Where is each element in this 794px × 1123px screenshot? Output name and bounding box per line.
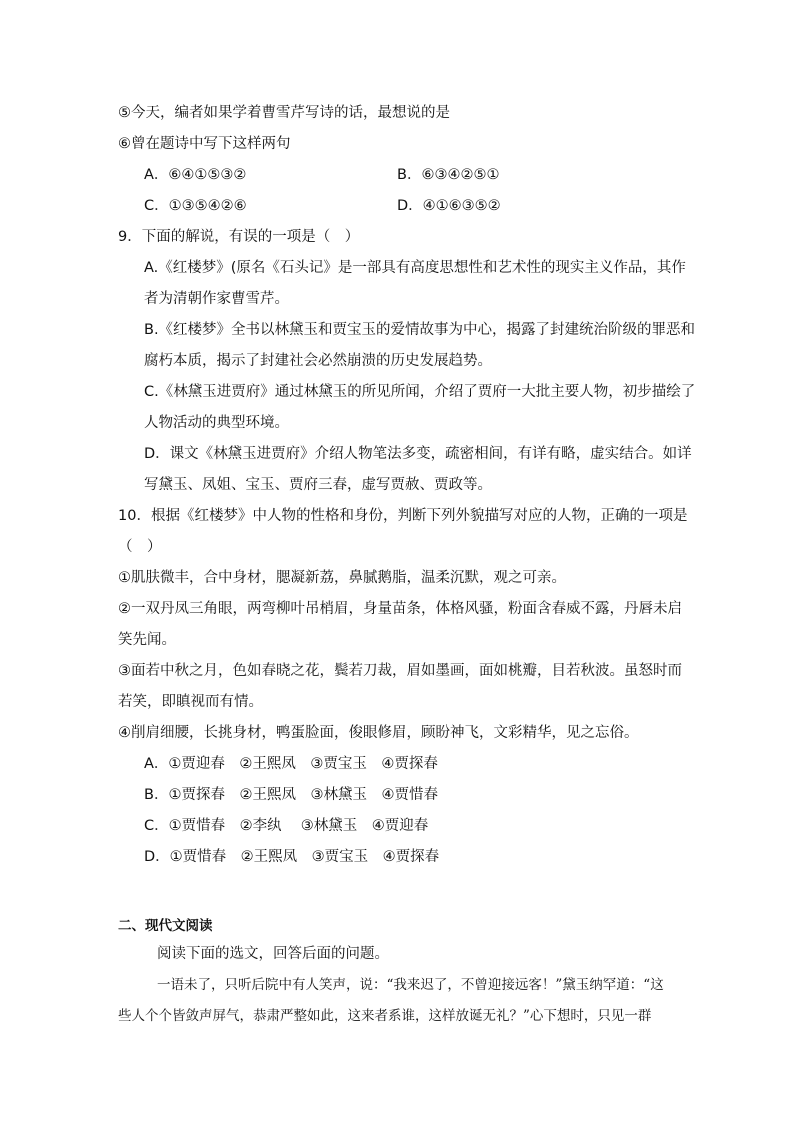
- question-10-line1: 10．根据《红楼梦》中人物的性格和身份，判断下列外貌描写对应的人物，正确的一项是: [118, 508, 688, 524]
- q8-choice-d: D．④①⑥③⑤②: [397, 198, 501, 214]
- q9-choice-a-line1: A.《红楼梦》(原名《石头记》是一部具有高度思想性和艺术性的现实主义作品，其作: [144, 260, 686, 276]
- passage-line-2: 些人个个皆敛声屏气，恭肃严整如此，这来者系谁，这样放诞无礼？”心下想时，只见一群: [118, 1008, 652, 1024]
- passage-line-1: 一语未了，只听后院中有人笑声，说：“我来迟了，不曾迎接远客！”黛玉纳罕道：“这: [157, 977, 664, 993]
- q9-choice-d-line2: 写黛玉、凤姐、宝玉、贾府三春，虚写贾赦、贾政等。: [144, 477, 492, 493]
- q8-choice-b: B．⑥③④②⑤①: [397, 167, 500, 183]
- q9-choice-b-line1: B.《红楼梦》全书以林黛玉和贾宝玉的爱情故事为中心，揭露了封建统治阶级的罪恶和: [144, 322, 696, 338]
- q10-item-2-line2: 笑先闻。: [118, 632, 176, 648]
- q10-item-4: ④削肩细腰，长挑身材，鸭蛋脸面，俊眼修眉，顾盼神飞，文彩精华，见之忘俗。: [118, 725, 639, 741]
- q10-item-3-line2: 若笑，即瞋视而有情。: [118, 694, 263, 710]
- q10-choice-a: A．①贾迎春 ②王熙凤 ③贾宝玉 ④贾探春: [144, 756, 438, 772]
- q9-choice-d-line1: D．课文《林黛玉进贾府》介绍人物笔法多变，疏密相间，有详有略，虚实结合。如详: [144, 446, 692, 462]
- option-item-5: ⑤今天，编者如果学着曹雪芹写诗的话，最想说的是: [118, 105, 450, 121]
- q9-choice-b-line2: 腐朽本质，揭示了封建社会必然崩溃的历史发展趋势。: [144, 353, 492, 369]
- q9-choice-a-line2: 者为清朝作家曹雪芹。: [144, 291, 289, 307]
- section-heading: 二、现代文阅读: [118, 918, 213, 934]
- reading-instruction: 阅读下面的选文，回答后面的问题。: [157, 946, 389, 962]
- question-10-line2: （ ）: [118, 539, 162, 555]
- q10-item-1: ①肌肤微丰，合中身材，腮凝新荔，鼻腻鹅脂，温柔沉默，观之可亲。: [118, 570, 566, 586]
- q8-choice-c: C．①③⑤④②⑥: [144, 198, 247, 214]
- question-9: 9．下面的解说，有误的一项是（ ）: [118, 229, 360, 245]
- q9-choice-c-line1: C.《林黛玉进贾府》通过林黛玉的所见所闻，介绍了贾府一大批主要人物，初步描绘了: [144, 384, 696, 400]
- option-item-6: ⑥曾在题诗中写下这样两句: [118, 136, 291, 152]
- q10-item-3-line1: ③面若中秋之月，色如春晓之花，鬓若刀裁，眉如墨画，面如桃瓣，目若秋波。虽怒时而: [118, 663, 682, 679]
- q10-item-2-line1: ②一双丹凤三角眼，两弯柳叶吊梢眉，身量苗条，体格风骚，粉面含春威不露，丹唇未启: [118, 601, 682, 617]
- q10-choice-c: C．①贾惜春 ②李纨 ③林黛玉 ④贾迎春: [144, 818, 429, 834]
- q9-choice-c-line2: 人物活动的典型环境。: [144, 415, 289, 431]
- q8-choice-a: A．⑥④①⑤③②: [144, 167, 247, 183]
- q10-choice-b: B．①贾探春 ②王熙凤 ③林黛玉 ④贾惜春: [144, 787, 438, 803]
- q10-choice-d: D．①贾惜春 ②王熙凤 ③贾宝玉 ④贾探春: [144, 849, 440, 865]
